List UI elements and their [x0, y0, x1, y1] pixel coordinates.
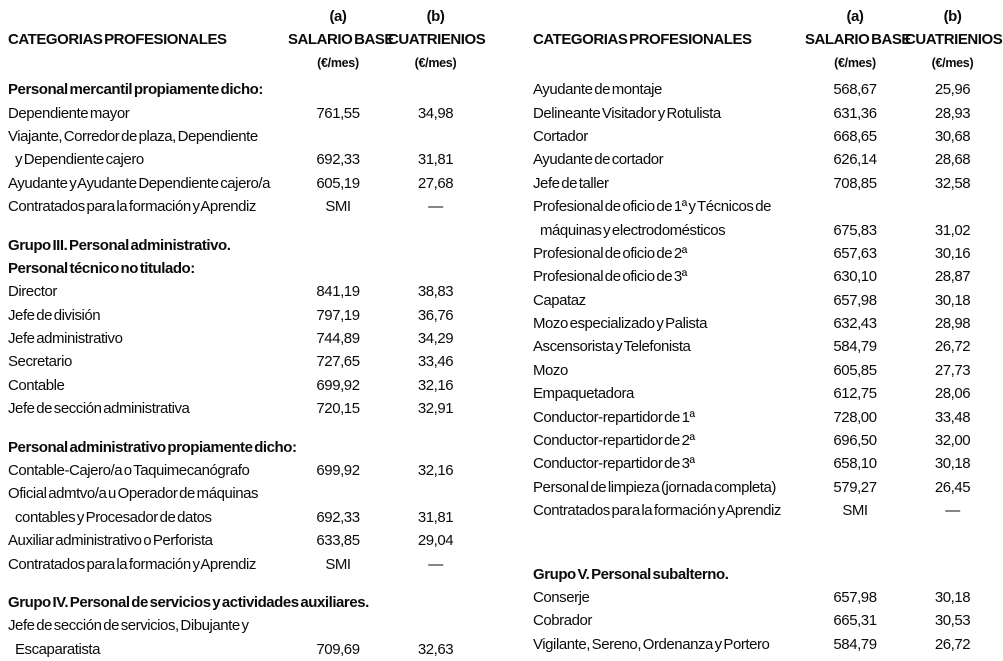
- cuatrienios-value: 34,98: [417, 104, 454, 122]
- table-row: [8, 280, 483, 303]
- table-row: [8, 257, 483, 280]
- cuatrienios-value: 29,04: [417, 532, 454, 550]
- salario-base-value: 692,33: [316, 508, 360, 526]
- category-label: Jefe de taller: [533, 174, 609, 192]
- section-heading: Personal técnico no titulado:: [8, 259, 195, 277]
- category-label: y Dependiente cajero: [15, 151, 144, 169]
- table-row: [8, 304, 483, 327]
- salario-base-value: 841,19: [316, 283, 360, 301]
- cuatrienios-value: 26,72: [934, 635, 971, 653]
- categories-header: CATEGORIAS PROFESIONALES: [8, 31, 227, 49]
- category-label: Delineante Visitador y Rotulista: [533, 104, 721, 122]
- cuatrienios-value: 26,45: [934, 478, 971, 496]
- cuatrienios-value: 30,68: [934, 127, 971, 145]
- category-label: Ascensorista y Telefonista: [533, 338, 691, 356]
- section-heading: Grupo III. Personal administrativo.: [8, 236, 231, 254]
- header-titles-row: [8, 28, 486, 51]
- cuatrienios-value: 32,16: [417, 376, 454, 394]
- salario-base-value: 657,98: [833, 291, 877, 309]
- cuatrienios-value: 33,48: [934, 408, 971, 426]
- cuatrienios-value: 27,73: [934, 361, 971, 379]
- table-row: [8, 102, 483, 125]
- table-row: [533, 172, 1000, 195]
- category-label: Viajante, Corredor de plaza, Dependiente: [8, 127, 258, 145]
- table-row: [533, 609, 1000, 632]
- salario-base-header: SALARIO BASE: [288, 31, 394, 49]
- cuatrienios-value: 32,58: [934, 174, 971, 192]
- table-row: [8, 374, 483, 397]
- cuatrienios-value: 33,46: [417, 353, 454, 371]
- table-row: [533, 563, 1000, 586]
- category-label: Ayudante y Ayudante Dependiente cajero/a: [8, 174, 271, 192]
- category-label: Auxiliar administrativo o Perforista: [8, 532, 213, 550]
- salario-base-value: 709,69: [316, 640, 360, 658]
- category-label: Conductor-repartidor de 3ª: [533, 455, 695, 473]
- categories-header: CATEGORIAS PROFESIONALES: [533, 31, 752, 49]
- cuatrienios-unit-label: (€/mes): [414, 55, 457, 70]
- category-label: Profesional de oficio de 1ª y Técnicos de: [533, 198, 771, 216]
- table-section: [533, 78, 1000, 522]
- salario-base-value: 761,55: [316, 104, 360, 122]
- cuatrienios-value: 28,98: [934, 315, 971, 333]
- salario-base-value: 630,10: [833, 268, 877, 286]
- table-row: [533, 359, 1000, 382]
- header-marks-row: [8, 5, 483, 28]
- category-label: Capataz: [533, 291, 586, 309]
- table-row: [533, 312, 1000, 335]
- table-row: [8, 638, 483, 661]
- category-label: contables y Procesador de datos: [15, 508, 212, 526]
- table-section: [8, 234, 483, 421]
- cuatrienios-value: 28,68: [934, 151, 971, 169]
- salario-base-value: 696,50: [833, 432, 877, 450]
- category-label: Contratados para la formación y Aprendiz: [8, 555, 256, 573]
- table-row: [533, 452, 1000, 475]
- salario-base-value: 626,14: [833, 151, 877, 169]
- cuatrienios-value: 26,72: [934, 338, 971, 356]
- cuatrienios-value: 32,16: [417, 462, 454, 480]
- cuatrienios-value: 28,06: [934, 385, 971, 403]
- category-label: Contable: [8, 376, 65, 394]
- salario-unit-label: (€/mes): [834, 55, 876, 70]
- category-label: Conductor-repartidor de 2ª: [533, 432, 695, 450]
- table-body: [533, 78, 1000, 656]
- category-label: Cortador: [533, 127, 588, 145]
- category-label: Conductor-repartidor de 1ª: [533, 408, 695, 426]
- category-label: Mozo especializado y Palista: [533, 315, 707, 333]
- table-row: [8, 172, 483, 195]
- header-units-row: [533, 52, 1000, 75]
- category-label: Ayudante de cortador: [533, 151, 664, 169]
- cuatrienios-header: CUATRIENIOS: [388, 31, 486, 49]
- table-row: [8, 234, 483, 257]
- table-row: [8, 506, 483, 529]
- table-section: [533, 563, 1000, 657]
- cuatrienios-value: —: [945, 502, 960, 520]
- table-row: [533, 242, 1000, 265]
- cuatrienios-value: 30,18: [934, 291, 971, 309]
- category-label: Contratados para la formación y Aprendiz: [8, 198, 256, 216]
- cuatrienios-value: 32,63: [417, 640, 454, 658]
- category-label: máquinas y electrodomésticos: [540, 221, 726, 239]
- category-label: Jefe de división: [8, 306, 101, 324]
- salario-base-value: 692,33: [316, 151, 360, 169]
- salario-base-value: SMI: [325, 555, 351, 573]
- salario-base-value: 579,27: [833, 478, 877, 496]
- salario-base-value: 699,92: [316, 376, 360, 394]
- table-row: [533, 633, 1000, 656]
- category-label: Dependiente mayor: [8, 104, 130, 122]
- salario-base-value: 727,65: [316, 353, 360, 371]
- category-label: Contratados para la formación y Aprendiz: [533, 502, 781, 520]
- table-section: [8, 78, 483, 218]
- panel-right: [533, 5, 1003, 656]
- category-label: Profesional de oficio de 3ª: [533, 268, 687, 286]
- section-heading: Personal administrativo propiamente dicho:: [8, 438, 297, 456]
- salario-base-value: 665,31: [833, 612, 877, 630]
- cuatrienios-value: 32,00: [934, 432, 971, 450]
- cuatrienios-value: 30,18: [934, 588, 971, 606]
- table-row: [8, 614, 483, 637]
- table-row: [533, 148, 1000, 171]
- salario-base-value: 744,89: [316, 330, 360, 348]
- section-heading: Grupo V. Personal subalterno.: [533, 565, 729, 583]
- header-units-row: [8, 52, 483, 75]
- cuatrienios-value: 31,81: [417, 508, 454, 526]
- cuatrienios-value: 38,83: [417, 283, 454, 301]
- salario-base-value: 631,36: [833, 104, 877, 122]
- cuatrienios-value: 30,16: [934, 244, 971, 262]
- salario-base-value: 605,19: [316, 174, 360, 192]
- cuatrienios-value: —: [428, 555, 443, 573]
- salario-base-value: 605,85: [833, 361, 877, 379]
- salario-base-value: 633,85: [316, 532, 360, 550]
- salario-base-value: 720,15: [316, 400, 360, 418]
- salario-base-value: 584,79: [833, 338, 877, 356]
- cuatrienios-value: 34,29: [417, 330, 454, 348]
- table-row: [8, 591, 483, 614]
- table-row: [8, 125, 483, 148]
- category-label: Contable-Cajero/a o Taquimecanógrafo: [8, 462, 250, 480]
- table-row: [533, 406, 1000, 429]
- table-row: [8, 529, 483, 552]
- salario-base-value: 699,92: [316, 462, 360, 480]
- section-heading: Grupo IV. Personal de servicios y actividades auxiliares.: [8, 593, 369, 611]
- header-marks-row: [533, 5, 1000, 28]
- table-row: [8, 350, 483, 373]
- category-label: Jefe administrativo: [8, 330, 123, 348]
- category-label: Personal de limpieza (jornada completa): [533, 478, 776, 496]
- salario-base-value: 584,79: [833, 635, 877, 653]
- table-row: [533, 102, 1000, 125]
- category-label: Conserje: [533, 588, 590, 606]
- table-row: [8, 397, 483, 420]
- cuatrienios-unit-label: (€/mes): [931, 55, 974, 70]
- salario-base-value: 657,98: [833, 588, 877, 606]
- salario-base-value: 708,85: [833, 174, 877, 192]
- table-body: [8, 78, 483, 661]
- salario-base-value: SMI: [325, 198, 351, 216]
- table-row: [8, 148, 483, 171]
- cuatrienios-value: 31,81: [417, 151, 454, 169]
- salario-base-value: 668,65: [833, 127, 877, 145]
- salario-base-value: 675,83: [833, 221, 877, 239]
- category-label: Director: [8, 283, 57, 301]
- table-row: [533, 195, 1000, 218]
- category-label: Mozo: [533, 361, 568, 379]
- section-heading: Personal mercantil propiamente dicho:: [8, 81, 263, 99]
- table-row: [533, 265, 1000, 288]
- salario-base-value: 568,67: [833, 81, 877, 99]
- panel-left: [8, 5, 486, 661]
- category-label: Jefe de sección de servicios, Dibujante y: [8, 617, 249, 635]
- table-row: [8, 553, 483, 576]
- salario-base-value: 658,10: [833, 455, 877, 473]
- cuatrienios-value: 36,76: [417, 306, 454, 324]
- table-row: [8, 459, 483, 482]
- category-label: Vigilante, Sereno, Ordenanza y Portero: [533, 635, 770, 653]
- table-row: [8, 195, 483, 218]
- cuatrienios-header: CUATRIENIOS: [905, 31, 1003, 49]
- column-mark-b: (b): [943, 8, 962, 25]
- table-row: [533, 78, 1000, 101]
- table-row: [8, 482, 483, 505]
- cuatrienios-value: 32,91: [417, 400, 454, 418]
- column-mark-a: (a): [329, 8, 347, 25]
- table-section: [8, 436, 483, 576]
- category-label: Cobrador: [533, 612, 592, 630]
- category-label: Oficial admtvo/a u Operador de máquinas: [8, 485, 259, 503]
- table-row: [533, 382, 1000, 405]
- table-header: [8, 5, 486, 75]
- table-header: [533, 5, 1003, 75]
- category-label: Profesional de oficio de 2ª: [533, 244, 687, 262]
- table-row: [8, 436, 483, 459]
- salario-base-value: 632,43: [833, 315, 877, 333]
- table-row: [533, 289, 1000, 312]
- table-row: [533, 219, 1000, 242]
- cuatrienios-value: 31,02: [934, 221, 971, 239]
- salario-base-value: 728,00: [833, 408, 877, 426]
- category-label: Secretario: [8, 353, 72, 371]
- table-row: [533, 125, 1000, 148]
- header-titles-row: [533, 28, 1003, 51]
- column-mark-a: (a): [846, 8, 864, 25]
- table-row: [533, 476, 1000, 499]
- category-label: Ayudante de montaje: [533, 81, 662, 99]
- table-row: [8, 327, 483, 350]
- cuatrienios-value: 28,87: [934, 268, 971, 286]
- salario-base-value: 657,63: [833, 244, 877, 262]
- table-section: [8, 591, 483, 661]
- table-row: [533, 335, 1000, 358]
- salario-base-value: SMI: [842, 502, 868, 520]
- salario-base-header: SALARIO BASE: [805, 31, 911, 49]
- table-row: [533, 586, 1000, 609]
- salario-unit-label: (€/mes): [317, 55, 359, 70]
- table-row: [533, 499, 1000, 522]
- cuatrienios-value: 25,96: [934, 81, 971, 99]
- salario-base-value: 612,75: [833, 385, 877, 403]
- category-label: Jefe de sección administrativa: [8, 400, 190, 418]
- cuatrienios-value: 30,18: [934, 455, 971, 473]
- table-row: [533, 429, 1000, 452]
- cuatrienios-value: —: [428, 198, 443, 216]
- category-label: Empaquetadora: [533, 385, 634, 403]
- column-mark-b: (b): [426, 8, 445, 25]
- salario-base-value: 797,19: [316, 306, 360, 324]
- cuatrienios-value: 27,68: [417, 174, 454, 192]
- cuatrienios-value: 30,53: [934, 612, 971, 630]
- table-row: [8, 78, 483, 101]
- category-label: Escaparatista: [15, 640, 101, 658]
- cuatrienios-value: 28,93: [934, 104, 971, 122]
